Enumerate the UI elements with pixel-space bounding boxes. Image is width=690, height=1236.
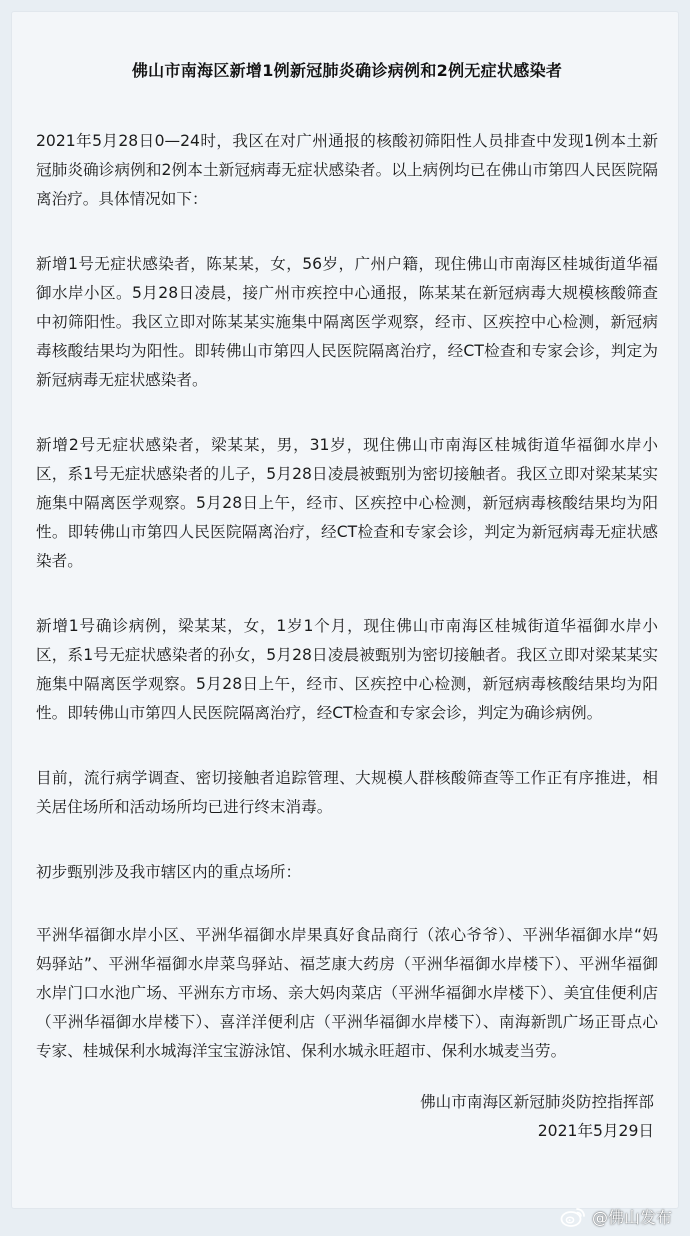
paragraph-key-places-list: 平洲华福御水岸小区、平洲华福御水岸果真好食品商行（浓心爷爷）、平洲华福御水岸“妈妈驿站”、平洲华福御水岸菜鸟驿站、福芝康大药房（平洲华福御水岸楼下）、平洲华福御水岸门口水池广场、平洲东方市场、亲大妈肉菜店（平洲华福御水岸楼下）、美宜佳便利店（平洲华福御水岸楼下）、喜洋洋便利店（平洲华福御水岸楼下）、南海新凯广场正哥点心专家、桂城保利水城海洋宝宝游泳馆、保利水城永旺超市、保利水城麦当劳。 <box>36 926 658 1060</box>
weibo-watermark <box>560 1205 672 1228</box>
paragraph-current-status: 目前，流行病学调查、密切接触者追踪管理、大规模人群核酸筛查等工作正有序推进，相关居住场所和活动场所均已进行终末消毒。 <box>36 769 658 816</box>
weibo-icon <box>560 1206 586 1228</box>
watermark-text: @佛山发布 <box>591 1208 672 1227</box>
paragraph-case-confirmed-1: 新增1号确诊病例，梁某某，女，1岁1个月，现住佛山市南海区桂城街道华福御水岸小区，系1号无症状感染者的孙女，5月28日凌晨被甄别为密切接触者。我区立即对梁某某实施集中隔离医学观察。5月28日上午，经市、区疾控中心检测，新冠病毒核酸结果均为阳性。即转佛山市第四人民医院隔离治疗，经CT检查和专家会诊，判定为确诊病例。 <box>36 617 658 722</box>
signature-date: 2021年5月29日 <box>537 1122 654 1140</box>
document-title: 佛山市南海区新增1例新冠肺炎确诊病例和2例无症状感染者 <box>131 61 563 80</box>
signature-block <box>36 1088 658 1146</box>
signature-org: 佛山市南海区新冠肺炎防控指挥部 <box>420 1093 654 1111</box>
paragraph-key-places-heading: 初步甄别涉及我市辖区内的重点场所： <box>36 863 302 881</box>
notice-document <box>12 12 678 1208</box>
paragraph-case-asymptomatic-1: 新增1号无症状感染者，陈某某，女，56岁，广州户籍，现住佛山市南海区桂城街道华福御水岸小区。5月28日凌晨，接广州市疾控中心通报，陈某某在新冠病毒大规模核酸筛查中初筛阳性。我区立即对陈某某实施集中隔离医学观察，经市、区疾控中心检测，新冠病毒核酸结果均为阳性。即转佛山市第四人民医院隔离治疗，经CT检查和专家会诊，判定为新冠病毒无症状感染者。 <box>36 255 658 389</box>
paragraph-case-asymptomatic-2: 新增2号无症状感染者，梁某某，男，31岁，现住佛山市南海区桂城街道华福御水岸小区，系1号无症状感染者的儿子，5月28日凌晨被甄别为密切接触者。我区立即对梁某某实施集中隔离医学观察。5月28日上午，经市、区疾控中心检测，新冠病毒核酸结果均为阳性。即转佛山市第四人民医院隔离治疗，经CT检查和专家会诊，判定为新冠病毒无症状感染者。 <box>36 436 658 570</box>
paragraph-intro: 2021年5月28日0—24时，我区在对广州通报的核酸初筛阳性人员排查中发现1例本土新冠肺炎确诊病例和2例本土新冠病毒无症状感染者。以上病例均已在佛山市第四人民医院隔离治疗。具体情况如下： <box>36 132 658 208</box>
